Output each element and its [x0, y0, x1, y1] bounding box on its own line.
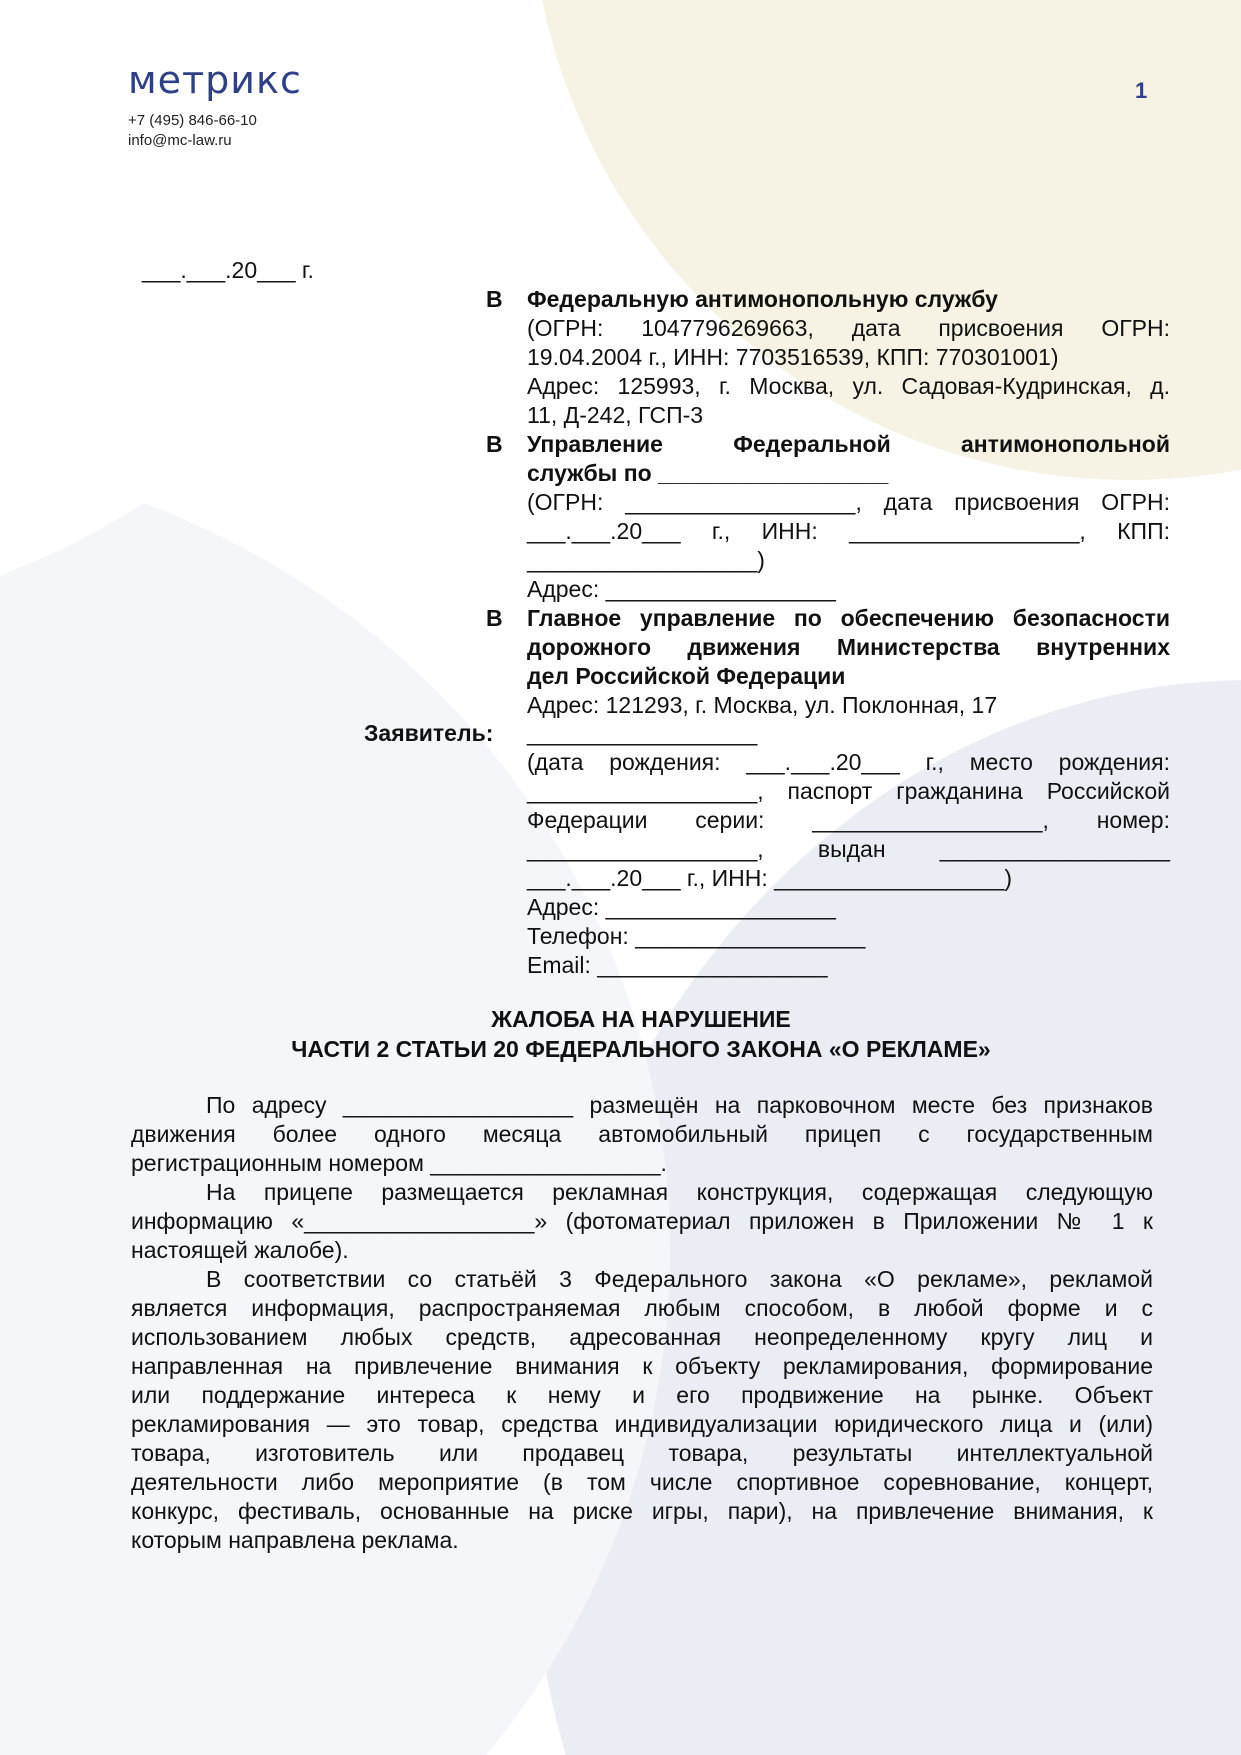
recipient-1-block [527, 285, 1170, 430]
applicant-detail-line: __________________, паспорт гражданина Российской [527, 778, 1170, 804]
applicant-detail-line: Федерации серии: __________________, номер: [527, 807, 1170, 833]
applicant-label: Заявитель: [364, 720, 494, 746]
applicant-detail-line: (дата рождения: ___.___.20___ г., место рождения: [527, 749, 1170, 775]
applicant-phone: Телефон: __________________ [527, 923, 866, 949]
recipient-2-details-line: __________________) [527, 547, 765, 573]
recipient-2-details-line: ___.___.20___ г., ИНН: __________________, КПП: [527, 518, 1170, 544]
page-number: 1 [1135, 78, 1148, 103]
header-phone: +7 (495) 846-66-10 [128, 112, 257, 129]
body-line: настоящей жалобе). [131, 1237, 349, 1263]
body-line: информацию «__________________» (фотоматериал приложен в Приложении № 1 к [131, 1208, 1153, 1234]
recipient-3-name-line: Главное управление по обеспечению безопасности [527, 605, 1170, 631]
body-line: движения более одного месяца автомобильный прицеп с государственным [131, 1121, 1153, 1147]
applicant-address: Адрес: __________________ [527, 894, 836, 920]
document-title-line: ЧАСТИ 2 СТАТЬИ 20 ФЕДЕРАЛЬНОГО ЗАКОНА «О РЕКЛАМЕ» [291, 1036, 991, 1062]
applicant-detail-line: __________________, выдан __________________ [527, 836, 1170, 862]
body-line: направленная на привлечение внимания к объекту рекламирования, формирование [131, 1353, 1153, 1379]
body-line: конкурс, фестиваль, основанные на риске игры, пари), на привлечение внимания, к [131, 1498, 1153, 1524]
body-line: По адресу __________________ размещён на парковочном месте без признаков [206, 1092, 1153, 1118]
recipient-2-prep: В [486, 431, 503, 457]
recipient-1-details-line: 19.04.2004 г., ИНН: 7703516539, КПП: 770301001) [527, 344, 1059, 370]
recipient-2-name-line: службы по __________________ [527, 460, 889, 486]
recipient-1-name: Федеральную антимонопольную службу [527, 286, 998, 312]
body-line: деятельности либо мероприятие (в том числе спортивное соревнование, концерт, [131, 1469, 1153, 1495]
body-line: товара, изготовитель или продавец товара, результаты интеллектуальной [131, 1440, 1153, 1466]
header-email: info@mc-law.ru [128, 132, 232, 149]
body-line: В соответствии со статьёй 3 Федерального закона «О рекламе», рекламой [206, 1266, 1153, 1292]
recipient-2-block [527, 430, 1170, 604]
recipient-1-details-line: (ОГРН: 1047796269663, дата присвоения ОГРН: [527, 315, 1170, 341]
recipient-3-prep: В [486, 605, 503, 631]
recipient-3-block [527, 604, 1170, 720]
company-logo: метрикс [128, 58, 302, 102]
body-paragraph-3 [131, 1265, 1153, 1555]
body-paragraph-2 [131, 1178, 1153, 1265]
document-title-line: ЖАЛОБА НА НАРУШЕНИЕ [491, 1006, 791, 1032]
date-line: ___.___.20___ г. [142, 257, 314, 283]
recipient-3-address: Адрес: 121293, г. Москва, ул. Поклонная, 17 [527, 692, 998, 718]
recipient-3-name-line: дел Российской Федерации [527, 663, 846, 689]
recipient-2-name-line: Управление Федеральной антимонопольной [527, 431, 1170, 457]
recipient-1-address-line: Адрес: 125993, г. Москва, ул. Садовая-Кудринская, д. [527, 373, 1170, 399]
body-line: регистрационным номером __________________. [131, 1150, 667, 1176]
applicant-detail-line: ___.___.20___ г., ИНН: __________________) [527, 865, 1013, 891]
body-line: На прицепе размещается рекламная конструкция, содержащая следующую [206, 1179, 1153, 1205]
applicant-name: __________________ [527, 720, 758, 746]
body-paragraph-1 [131, 1091, 1153, 1178]
document-title [130, 1004, 1152, 1064]
body-line: которым направлена реклама. [131, 1527, 459, 1553]
body-line: или поддержание интереса к нему и его продвижение на рынке. Объект [131, 1382, 1153, 1408]
body-line: рекламирования — это товар, средства индивидуализации юридического лица и (или) [131, 1411, 1153, 1437]
applicant-email: Email: __________________ [527, 952, 828, 978]
recipient-1-address-line: 11, Д-242, ГСП-3 [527, 402, 704, 428]
recipient-2-address: Адрес: __________________ [527, 576, 836, 602]
body-line: использованием любых средств, адресованная неопределенному кругу лиц и [131, 1324, 1153, 1350]
recipient-1-prep: В [486, 286, 503, 312]
body-line: является информация, распространяемая любым способом, в любой форме и с [131, 1295, 1153, 1321]
recipient-3-name-line: дорожного движения Министерства внутренних [527, 634, 1170, 660]
recipient-2-details-line: (ОГРН: __________________, дата присвоения ОГРН: [527, 489, 1170, 515]
applicant-block [527, 719, 1170, 980]
